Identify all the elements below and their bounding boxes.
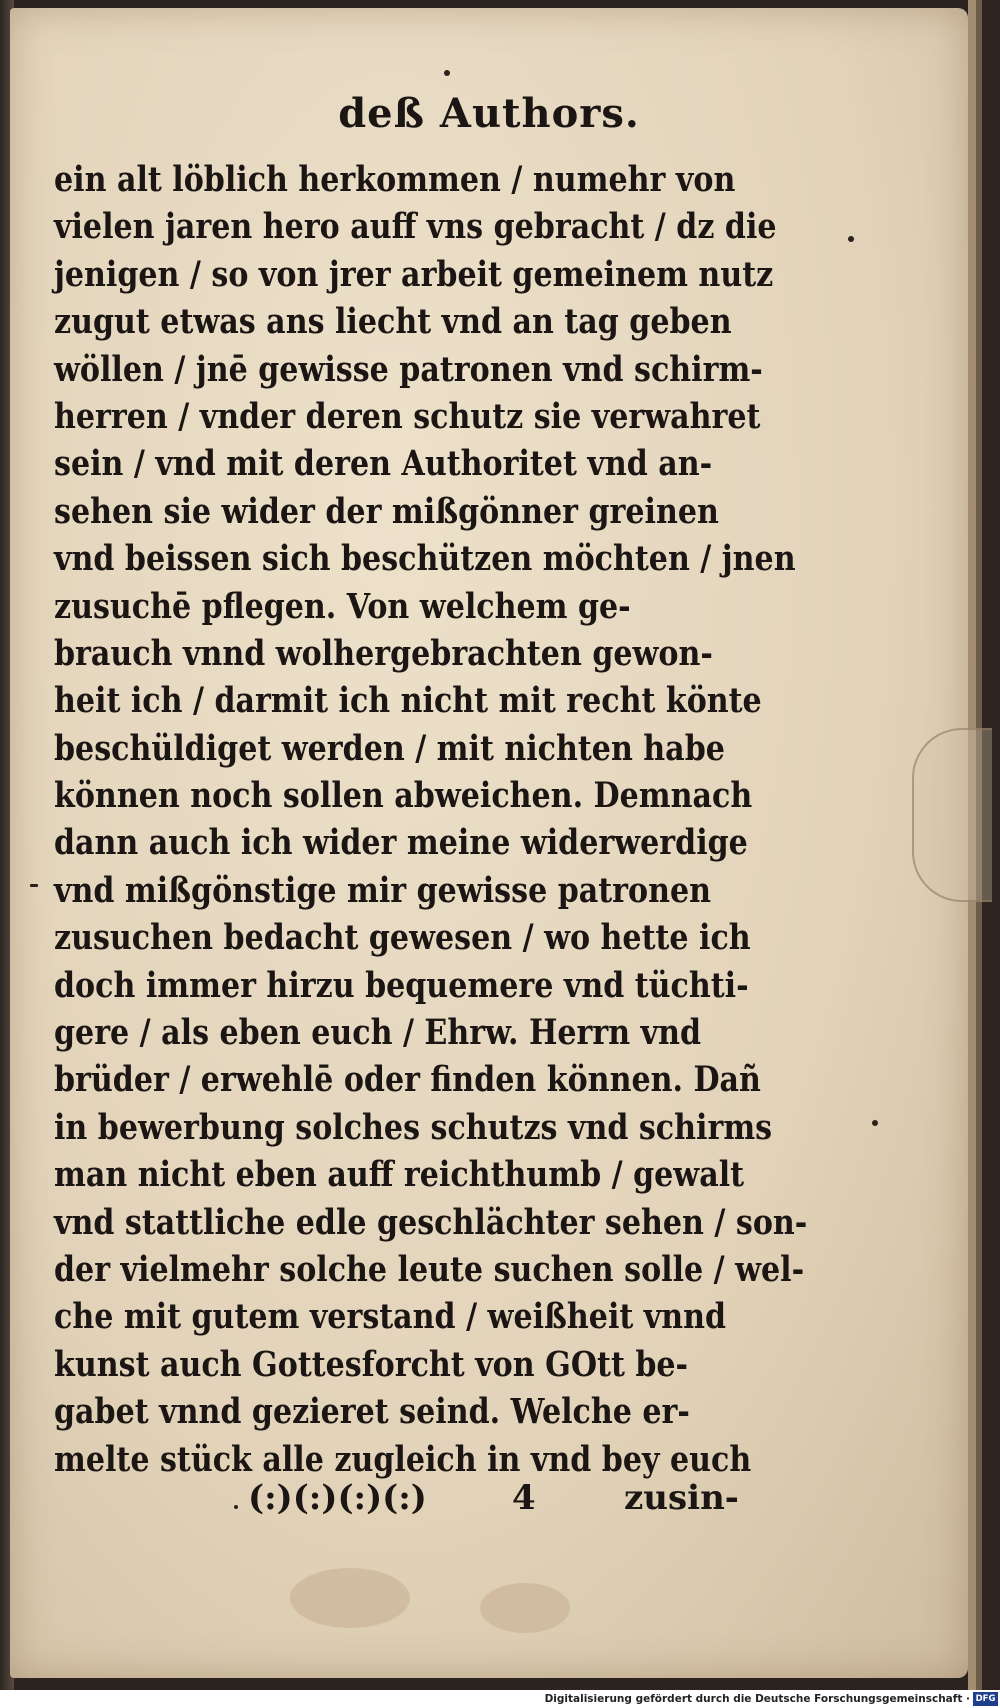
text-line: brauch vnnd wolhergebrachten gewon- [54, 632, 713, 674]
text-line: vnd mißgönstige mir gewisse patronen [54, 869, 712, 911]
text-line: ein alt löblich herkommen / numehr von [54, 159, 736, 200]
text-line: wöllen / jnē gewisse patronen vnd schirm- [54, 348, 763, 390]
text-line: jenigen / so von jrer arbeit gemeinem nutz [54, 253, 774, 295]
text-line: zusuchē pflegen. Von welchem ge- [54, 585, 631, 627]
text-line: können noch sollen abweichen. Demnach [54, 775, 753, 817]
text-line: beschüldiget werden / mit nichten habe [54, 727, 725, 769]
text-line: vnd beissen sich beschützen möchten / jnen [54, 538, 796, 580]
text-line: man nicht eben auff reichthumb / gewalt [54, 1154, 745, 1196]
book-page [10, 8, 968, 1678]
credit-bar [0, 1690, 1000, 1708]
ink-speck [30, 884, 38, 887]
ink-speck [872, 1120, 878, 1126]
text-line: doch immer hirzu bequemere vnd tüchti- [54, 964, 749, 1006]
text-line: der vielmehr solche leute suchen solle / wel- [54, 1248, 805, 1290]
text-line: gere / als eben euch / Ehrw. Herrn vnd [54, 1012, 702, 1054]
signature-mark: (:)(:)(:)(:) [248, 1478, 427, 1518]
text-line: sehen sie wider der mißgönner greinen [54, 490, 719, 532]
catchword: zusin- [624, 1478, 739, 1518]
text-line: sein / vnd mit deren Authoritet vnd an- [54, 443, 713, 485]
body-text [54, 156, 808, 1483]
text-line: in bewerbung solches schutzs vnd schirms [54, 1106, 773, 1148]
text-line: herren / vnder deren schutz sie verwahret [54, 395, 761, 437]
dfg-logo: DFG [973, 1692, 998, 1706]
paper-stain [290, 1568, 410, 1628]
text-line: gabet vnnd gezieret seind. Welche er- [54, 1391, 690, 1433]
text-line: che mit gutem verstand / weißheit vnnd [54, 1296, 727, 1338]
paper-stain [480, 1583, 570, 1633]
ink-speck [848, 236, 854, 242]
text-line: melte stück alle zugleich in vnd bey euch [54, 1438, 752, 1480]
text-line: brüder / erwehlē oder finden können. Dañ [54, 1059, 761, 1101]
text-line: heit ich / darmit ich nicht mit recht könte [54, 680, 762, 722]
text-line: zugut etwas ans liecht vnd an tag geben [54, 301, 732, 343]
text-line: dann auch ich wider meine widerwerdige [54, 822, 748, 864]
text-line: vielen jaren hero auff vns gebracht / dz die [54, 206, 777, 248]
ink-speck [444, 70, 450, 76]
page-number: 4 [512, 1478, 536, 1518]
page-fold-mark [912, 728, 992, 902]
funding-credit: Digitalisierung gefördert durch die Deutsche Forschungsgemeinschaft · [544, 1693, 970, 1705]
ink-speck [234, 1505, 238, 1509]
text-line: vnd stattliche edle geschlächter sehen / son- [54, 1201, 808, 1243]
text-line: zusuchen bedacht gewesen / wo hette ich [54, 917, 751, 959]
text-line: kunst auch Gottesforcht von GOtt be- [54, 1343, 689, 1385]
running-header: deß Authors. [338, 90, 640, 137]
